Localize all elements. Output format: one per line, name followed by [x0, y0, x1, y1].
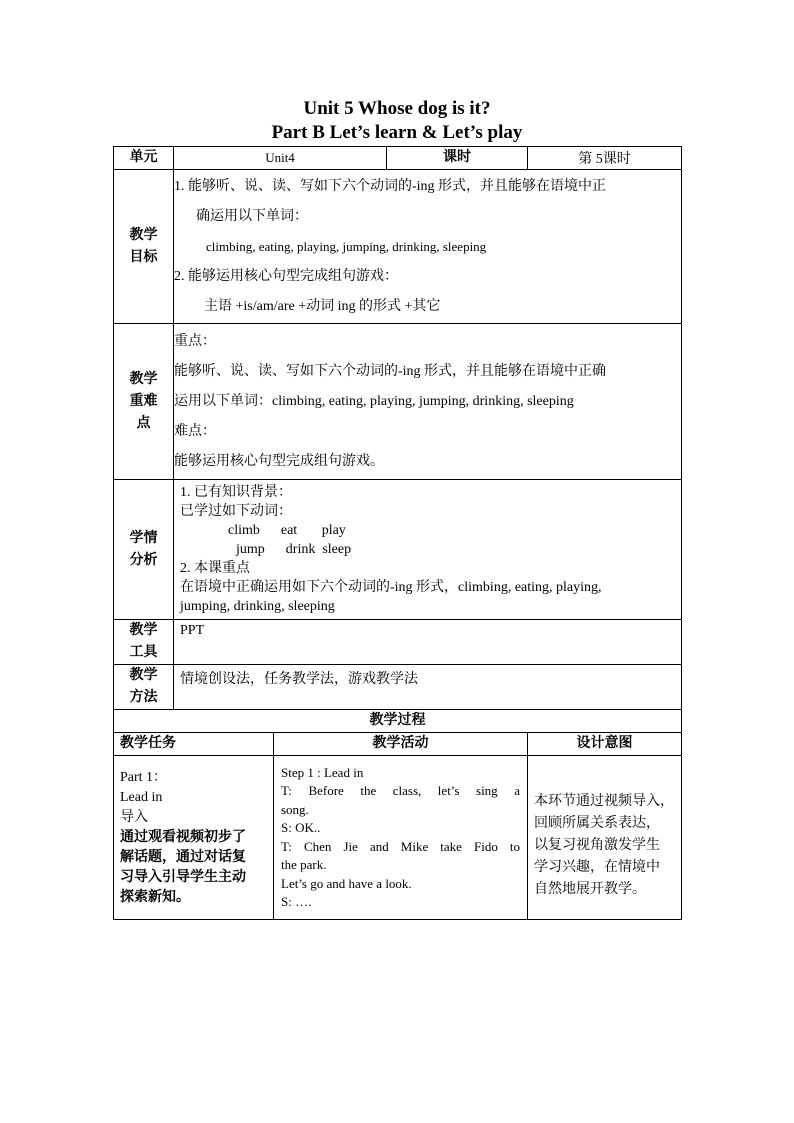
lesson-title: Unit 5 Whose dog is it?	[303, 98, 491, 119]
activity-cell	[274, 756, 528, 920]
methods-row	[114, 665, 682, 710]
header-row	[114, 147, 682, 170]
task-line: Lead in	[120, 789, 163, 805]
objective-line: 确运用以下单词：	[196, 208, 308, 224]
tools-value: PPT	[174, 620, 682, 665]
objective-words: climbing, eating, playing, jumping, drinking, sleeping	[206, 238, 487, 254]
key-point-line: 能够听、说、读、写如下六个动词的-ing 形式，并且能够在语境中正确	[174, 363, 607, 379]
methods-value: 情境创设法，任务教学法，游戏教学法	[174, 665, 682, 710]
task-line: 导入	[120, 809, 148, 825]
task-line: Part 1：	[120, 769, 168, 785]
analysis-line: jumping, drinking, sleeping	[180, 599, 335, 614]
objectives-content	[174, 170, 682, 324]
methods-label: 教学 方法	[114, 665, 174, 710]
analysis-row	[114, 480, 682, 620]
activity-line: Step 1 : Lead in	[281, 764, 364, 780]
activity-line: S: OK..	[281, 820, 321, 835]
difficult-point-heading: 难点：	[174, 423, 216, 439]
key-points-content	[174, 324, 682, 480]
period-value: 第 5课时	[528, 147, 682, 170]
analysis-label: 学情 分析	[114, 480, 174, 620]
col-activity-header: 教学活动	[274, 733, 528, 756]
activity-line: the park.	[281, 857, 327, 872]
design-line: 学习兴趣，在情境中	[534, 859, 660, 875]
task-description: 习导入引导学生主动	[120, 869, 246, 885]
analysis-content	[174, 480, 682, 620]
design-cell	[528, 756, 682, 920]
process-header-row	[114, 733, 682, 756]
activity-line: T: Chen Jie and Mike take Fido to	[281, 838, 520, 854]
key-points-row	[114, 324, 682, 480]
analysis-line: 2. 本课重点	[180, 561, 250, 576]
key-point-line: 重点：	[174, 333, 216, 349]
process-step-row	[114, 756, 682, 920]
key-points-label: 教学 重难 点	[114, 324, 174, 480]
task-description: 解话题，通过对话复	[120, 849, 246, 865]
tools-row	[114, 620, 682, 665]
analysis-line: 在语境中正确运用如下六个动词的-ing 形式，climbing, eating, playing,	[180, 580, 602, 595]
objective-line: 1. 能够听、说、读、写如下六个动词的-ing 形式，并且能够在语境中正	[174, 178, 607, 194]
design-line: 回顾所属关系表达，	[534, 815, 660, 831]
activity-line: song.	[281, 801, 309, 817]
task-description: 通过观看视频初步了	[120, 829, 246, 845]
tools-label: 教学 工具	[114, 620, 174, 665]
process-title: 教学过程	[114, 710, 682, 733]
unit-label: 单元	[114, 147, 174, 170]
activity-line: T: Before the class, let’s sing a	[281, 783, 520, 798]
process-title-row	[114, 710, 682, 733]
task-description: 探索新知。	[120, 889, 190, 905]
unit-value: Unit4	[174, 147, 387, 170]
lesson-plan-table	[113, 146, 682, 920]
design-line: 自然地展开教学。	[534, 881, 646, 897]
objective-line: 2. 能够运用核心句型完成组句游戏：	[174, 268, 398, 284]
design-line: 以复习视角激发学生	[534, 837, 660, 853]
objective-pattern: 主语 +is/am/are +动词 ing 的形式 +其它	[204, 298, 441, 314]
key-point-line: 运用以下单词：climbing, eating, playing, jumping, drinking, sleeping	[174, 393, 574, 409]
objectives-row	[114, 170, 682, 324]
difficult-point-line: 能够运用核心句型完成组句游戏。	[174, 453, 384, 469]
objectives-label: 教学 目标	[114, 170, 174, 324]
activity-line: S: ….	[281, 894, 312, 909]
known-verbs: climb eat play	[228, 523, 346, 538]
col-design-header: 设计意图	[528, 733, 682, 756]
col-task-header: 教学任务	[114, 733, 274, 756]
lesson-subtitle: Part B Let’s learn & Let’s play	[271, 122, 523, 143]
analysis-line: 已学过如下动词：	[180, 504, 292, 519]
period-label: 课时	[387, 147, 528, 170]
activity-line: Let’s go and have a look.	[281, 875, 412, 891]
analysis-line: 1. 已有知识背景：	[180, 485, 292, 500]
known-verbs: jump drink sleep	[236, 542, 352, 557]
task-cell	[114, 756, 274, 920]
design-line: 本环节通过视频导入，	[534, 793, 674, 809]
